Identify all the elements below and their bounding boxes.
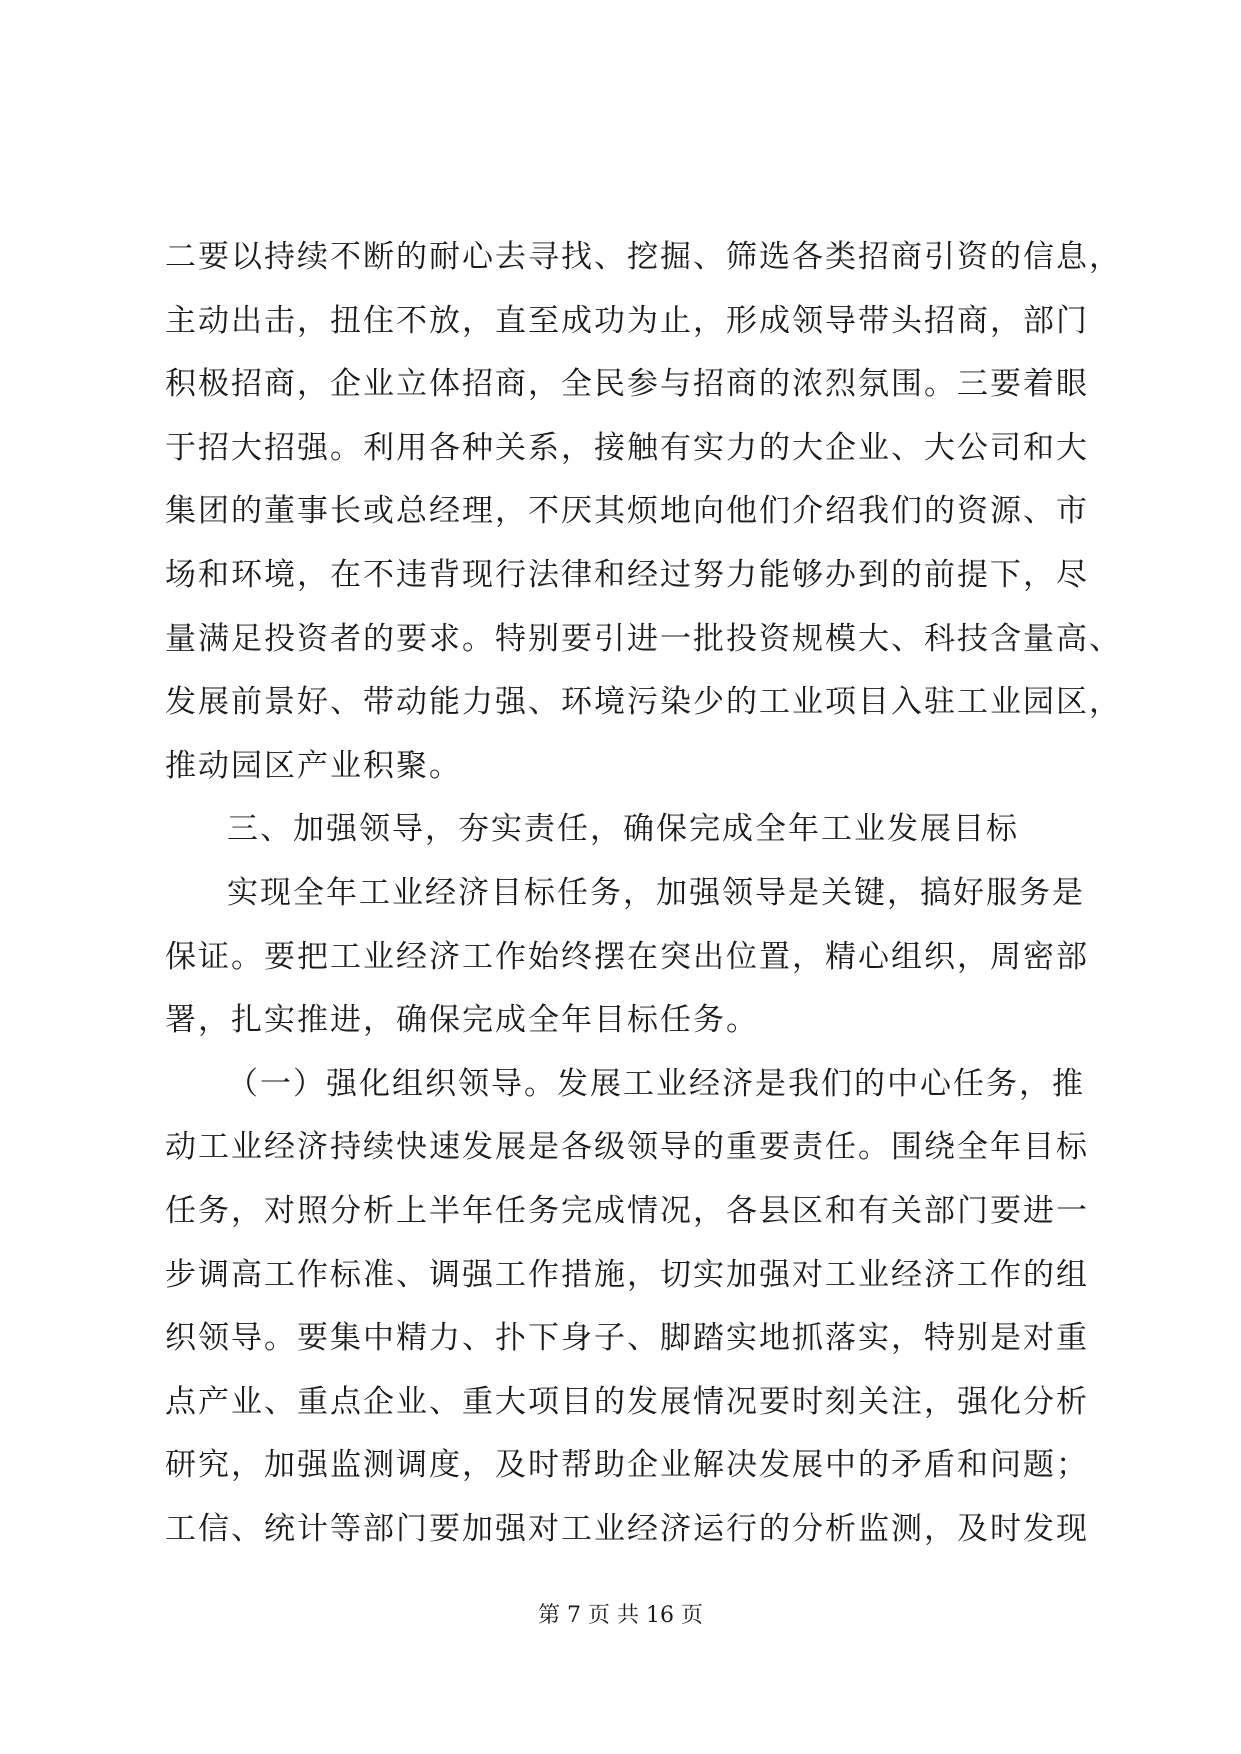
text-line: 积极招商，企业立体招商，全民参与招商的浓烈氛围。三要着眼 [165,366,1089,403]
text-line: 步调高工作标准、调强工作措施，切实加强对工业经济工作的组 [165,1256,1089,1293]
text-line: （一）强化组织领导。发展工业经济是我们的中心任务，推 [227,1065,1085,1102]
text-line: 二要以持续不断的耐心去寻找、挖掘、筛选各类招商引资的信息， [165,239,1122,275]
section-heading: 三、加强领导，夯实责任，确保完成全年工业发展目标 [227,811,1019,848]
text-line: 集团的董事长或总经理，不厌其烦地向他们介绍我们的资源、市 [165,493,1089,530]
text-line: 实现全年工业经济目标任务，加强领导是关键，搞好服务是 [227,874,1085,911]
text-line: 发展前景好、带动能力强、环境污染少的工业项目入驻工业园区， [165,684,1122,721]
page-footer: 第 7 页 共 16 页 [538,1603,703,1628]
text-line: 动工业经济持续快速发展是各级领导的重要责任。围绕全年目标 [165,1129,1089,1166]
text-line: 量满足投资者的要求。特别要引进一批投资规模大、科技含量高、 [165,620,1122,657]
text-line: 场和环境，在不违背现行法律和经过努力能够办到的前提下，尽 [165,556,1089,593]
body-text [165,226,1122,1561]
text-line: 于招大招强。利用各种关系，接触有实力的大企业、大公司和大 [165,429,1089,466]
text-line: 推动园区产业积聚。 [165,747,462,784]
text-line: 任务，对照分析上半年任务完成情况，各县区和有关部门要进一 [165,1192,1089,1229]
text-line: 研究，加强监测调度，及时帮助企业解决发展中的矛盾和问题； [165,1447,1089,1484]
text-line: 署，扎实推进，确保完成全年目标任务。 [165,1002,759,1039]
text-line: 保证。要把工业经济工作始终摆在突出位置，精心组织，周密部 [165,938,1089,975]
text-line: 点产业、重点企业、重大项目的发展情况要时刻关注，强化分析 [165,1383,1089,1420]
text-line: 工信、统计等部门要加强对工业经济运行的分析监测，及时发现 [165,1510,1089,1547]
text-line: 主动出击，扭住不放，直至成功为止，形成领导带头招商，部门 [165,302,1089,339]
text-line: 织领导。要集中精力、扑下身子、脚踏实地抓落实，特别是对重 [165,1320,1089,1357]
